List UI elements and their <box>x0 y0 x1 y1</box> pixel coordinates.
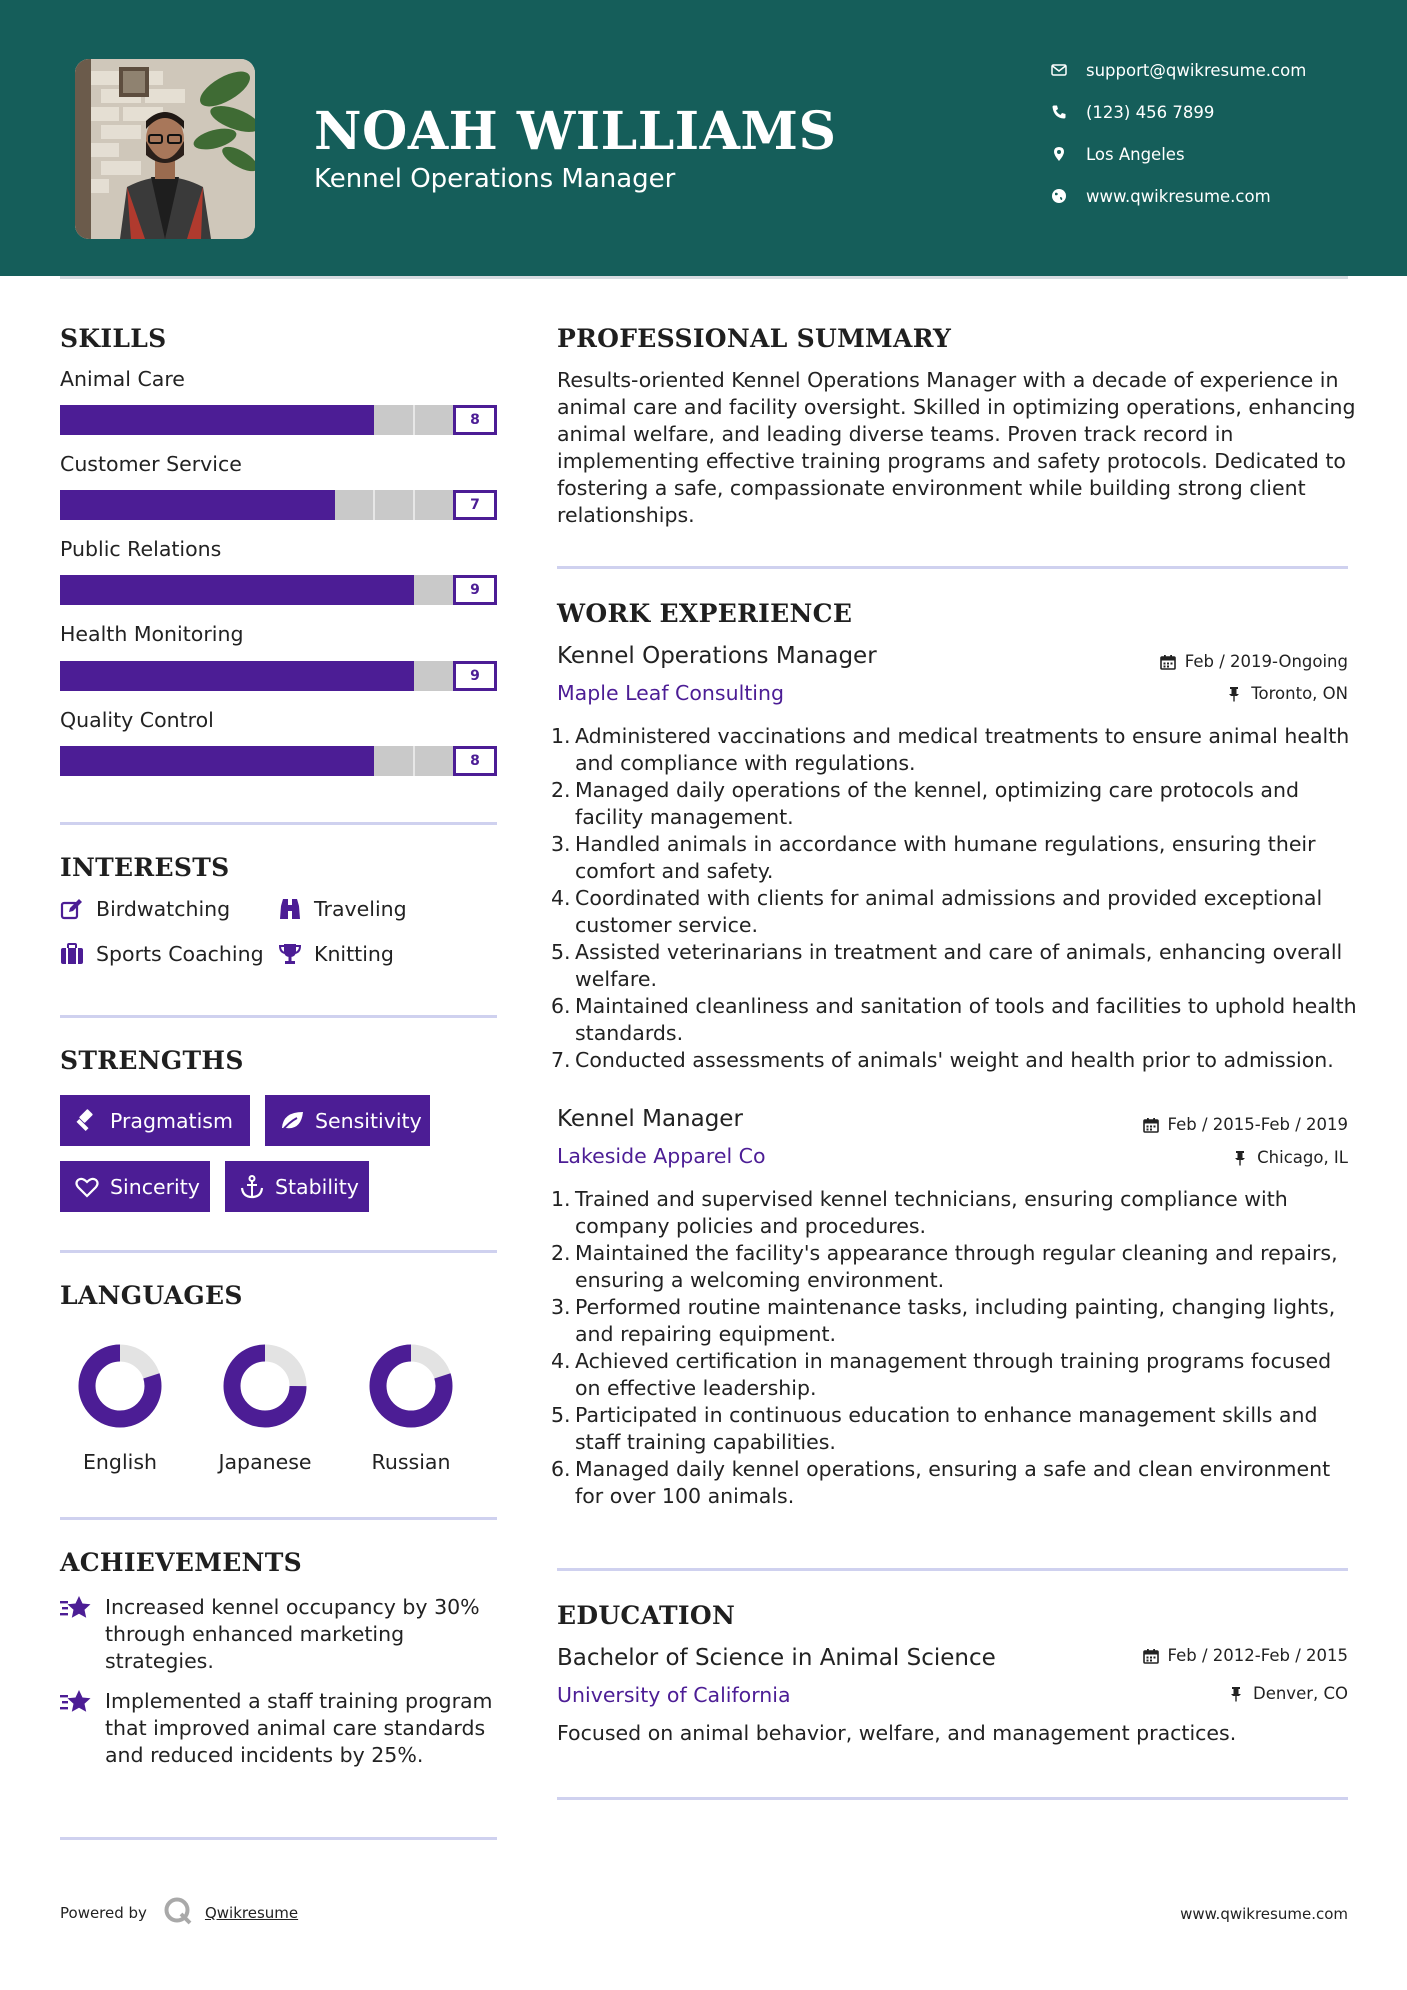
bullet-number: 1. <box>551 724 571 748</box>
strength-label: Sensitivity <box>315 1108 422 1133</box>
gavel-icon <box>74 1108 100 1134</box>
achievement-item <box>60 1688 500 1769</box>
interest-item <box>278 897 407 921</box>
summary-heading: PROFESSIONAL SUMMARY <box>557 324 952 353</box>
interest-label: Traveling <box>314 897 407 921</box>
summary-text: Results-oriented Kennel Operations Manager with a decade of experience in animal care and facility oversight. Skilled in optimizing operations, enhancing animal welfare, and leading diverse teams. Proven track record in implementing effective training programs and safety protocols. Dedicated to fostering a safe, compassionate environment while building strong client relationships. <box>557 368 1356 527</box>
strength-label: Stability <box>275 1174 359 1199</box>
contact-phone-text: (123) 456 7899 <box>1086 102 1215 122</box>
section-divider <box>557 1797 1348 1800</box>
language-label: Japanese <box>218 1450 312 1474</box>
bullet-text: Achieved certification in management through training programs focused on effective leadership. <box>575 1349 1332 1400</box>
skill-label: Health Monitoring <box>60 622 244 646</box>
interest-item <box>60 942 264 966</box>
contact-website-text: www.qwikresume.com <box>1086 186 1271 206</box>
pushpin-icon <box>1228 1686 1244 1702</box>
envelope-icon <box>1050 61 1068 79</box>
job-bullet <box>551 939 1357 993</box>
footer-url[interactable]: www.qwikresume.com <box>1180 1905 1348 1923</box>
bullet-text: Managed daily kennel operations, ensuring a safe and clean environment for over 100 animals. <box>575 1457 1331 1508</box>
job-bullet <box>551 1240 1357 1294</box>
skill-bar-segment <box>413 746 415 776</box>
anchor-icon <box>239 1174 265 1200</box>
job-bullet <box>551 1186 1357 1240</box>
skill-label: Animal Care <box>60 367 185 391</box>
job-bullets <box>551 723 1357 1074</box>
achievement-text: Implemented a staff training program that improved animal care standards and reduced incidents by 25%. <box>105 1689 493 1767</box>
skill-bar-segment <box>373 490 375 520</box>
job-title: Kennel Operations Manager <box>557 643 877 669</box>
profile-photo-image <box>75 59 255 239</box>
bullet-text: Administered vaccinations and medical treatments to ensure animal health and compliance with regulations. <box>575 724 1350 775</box>
job-bullet <box>551 831 1357 885</box>
language-donut <box>221 1342 309 1430</box>
globe-icon <box>1050 187 1068 205</box>
bullet-text: Coordinated with clients for animal admissions and provided exceptional customer service. <box>575 886 1323 937</box>
skill-bar <box>60 746 497 776</box>
calendar-icon <box>1143 1648 1159 1664</box>
job-bullet <box>551 1294 1357 1348</box>
bullet-number: 6. <box>551 1457 571 1481</box>
qwikresume-logo-icon <box>163 1896 193 1930</box>
education-location-text: Denver, CO <box>1252 1684 1348 1703</box>
job-date-text: Feb / 2015-Feb / 2019 <box>1167 1115 1348 1134</box>
bullet-number: 7. <box>551 1048 571 1072</box>
phone-icon <box>1050 103 1068 121</box>
star-icon <box>60 1592 92 1624</box>
achievements-heading: ACHIEVEMENTS <box>60 1548 302 1577</box>
job-location <box>1226 684 1348 703</box>
job-location <box>1232 1148 1348 1167</box>
contact-location-text: Los Angeles <box>1086 144 1185 164</box>
skill-bar-segment <box>413 405 415 435</box>
school-name: University of California <box>557 1683 791 1707</box>
job-title: Kennel Manager <box>557 1106 743 1132</box>
leaf-icon <box>279 1108 305 1134</box>
contact-website[interactable] <box>1050 181 1370 211</box>
strength-label: Sincerity <box>110 1174 200 1199</box>
skill-bar-fill <box>60 405 374 435</box>
skill-bar <box>60 661 497 691</box>
header-divider <box>60 276 1348 279</box>
education-description: Focused on animal behavior, welfare, and management practices. <box>557 1721 1237 1745</box>
strength-chip <box>60 1161 210 1212</box>
bullet-text: Managed daily operations of the kennel, optimizing care protocols and facility management. <box>575 778 1299 829</box>
bullet-number: 5. <box>551 940 571 964</box>
strength-chip <box>265 1095 430 1146</box>
map-pin-icon <box>1050 145 1068 163</box>
strength-chip <box>60 1095 250 1146</box>
footer-powered-by <box>60 1896 298 1930</box>
skill-bar-fill <box>60 575 414 605</box>
interest-item <box>60 897 230 921</box>
bullet-text: Maintained cleanliness and sanitation of tools and facilities to uphold health standards. <box>575 994 1357 1045</box>
skill-bar <box>60 575 497 605</box>
edit-icon <box>60 897 84 921</box>
skill-bar-fill <box>60 661 414 691</box>
calendar-icon <box>1143 1117 1159 1133</box>
job-bullets <box>551 1186 1357 1510</box>
job-location-text: Toronto, ON <box>1251 684 1348 703</box>
candidate-role: Kennel Operations Manager <box>314 164 676 194</box>
bullet-text: Conducted assessments of animals' weight and health prior to admission. <box>575 1048 1334 1072</box>
qwikresume-link[interactable]: Qwikresume <box>204 1904 299 1922</box>
interest-label: Sports Coaching <box>96 942 264 966</box>
strength-chip <box>225 1161 369 1212</box>
achievement-text: Increased kennel occupancy by 30% through enhanced marketing strategies. <box>105 1595 480 1673</box>
experience-heading: WORK EXPERIENCE <box>557 599 853 628</box>
languages-heading: LANGUAGES <box>60 1281 243 1310</box>
job-bullet <box>551 885 1357 939</box>
job-bullet <box>551 1348 1357 1402</box>
bullet-number: 4. <box>551 886 571 910</box>
pushpin-icon <box>1232 1150 1248 1166</box>
job-bullet <box>551 1047 1357 1074</box>
skill-score: 9 <box>453 661 497 691</box>
interest-item <box>278 942 394 966</box>
skill-label: Quality Control <box>60 708 214 732</box>
skill-bar <box>60 405 497 435</box>
education-date <box>1143 1646 1348 1665</box>
job-bullet <box>551 723 1357 777</box>
skill-score: 7 <box>453 490 497 520</box>
language-donut <box>76 1342 164 1430</box>
section-divider <box>60 1250 497 1253</box>
strengths-heading: STRENGTHS <box>60 1046 244 1075</box>
bullet-number: 3. <box>551 1295 571 1319</box>
skills-heading: SKILLS <box>60 324 167 353</box>
bullet-text: Handled animals in accordance with humane regulations, ensuring their comfort and safety. <box>575 832 1316 883</box>
skill-score: 9 <box>453 575 497 605</box>
company-name: Lakeside Apparel Co <box>557 1144 766 1168</box>
language-item <box>205 1342 325 1474</box>
profile-photo <box>75 59 255 239</box>
language-item <box>351 1342 471 1474</box>
interests-heading: INTERESTS <box>60 853 230 882</box>
bullet-number: 2. <box>551 1241 571 1265</box>
bullet-text: Participated in continuous education to enhance management skills and staff training capabilities. <box>575 1403 1318 1454</box>
bullet-text: Trained and supervised kennel technicians, ensuring compliance with company policies and procedures. <box>575 1187 1288 1238</box>
trophy-icon <box>278 942 302 966</box>
bullet-text: Assisted veterinarians in treatment and care of animals, enhancing overall welfare. <box>575 940 1343 991</box>
skill-score: 8 <box>453 405 497 435</box>
pushpin-icon <box>1226 686 1242 702</box>
achievement-item <box>60 1594 500 1675</box>
bullet-number: 3. <box>551 832 571 856</box>
job-bullet <box>551 777 1357 831</box>
contact-email-text: support@qwikresume.com <box>1086 60 1307 80</box>
job-date <box>1143 1115 1348 1134</box>
job-date-text: Feb / 2019-Ongoing <box>1184 652 1348 671</box>
skill-bar-segment <box>413 490 415 520</box>
skill-label: Customer Service <box>60 452 242 476</box>
language-donut <box>367 1342 455 1430</box>
section-divider <box>60 1837 497 1840</box>
bullet-number: 1. <box>551 1187 571 1211</box>
briefcase-icon <box>60 942 84 966</box>
section-divider <box>557 1568 1348 1571</box>
skill-score: 8 <box>453 746 497 776</box>
bullet-number: 4. <box>551 1349 571 1373</box>
skill-bar-fill <box>60 746 374 776</box>
job-bullet <box>551 993 1357 1047</box>
bullet-number: 6. <box>551 994 571 1018</box>
skill-bar <box>60 490 497 520</box>
section-divider <box>60 822 497 825</box>
skill-label: Public Relations <box>60 537 222 561</box>
job-bullet <box>551 1402 1357 1456</box>
education-heading: EDUCATION <box>557 1601 736 1630</box>
job-bullet <box>551 1456 1357 1510</box>
contact-phone[interactable] <box>1050 97 1370 127</box>
resume-header <box>0 0 1407 276</box>
degree-title: Bachelor of Science in Animal Science <box>557 1645 996 1671</box>
bullet-text: Performed routine maintenance tasks, including painting, changing lights, and repairing equipment. <box>575 1295 1336 1346</box>
bullet-number: 2. <box>551 778 571 802</box>
interest-label: Birdwatching <box>96 897 231 921</box>
language-label: Russian <box>371 1450 451 1474</box>
calendar-icon <box>1160 654 1176 670</box>
contact-email[interactable] <box>1050 55 1370 85</box>
job-date <box>1160 652 1348 671</box>
section-divider <box>60 1015 497 1018</box>
candidate-name: NOAH WILLIAMS <box>314 101 837 162</box>
strength-label: Pragmatism <box>110 1108 233 1133</box>
powered-by-text: Powered by <box>60 1904 147 1922</box>
contact-location <box>1050 139 1370 169</box>
binoculars-icon <box>278 897 302 921</box>
section-divider <box>557 566 1348 569</box>
education-location <box>1228 1684 1348 1703</box>
language-item <box>60 1342 180 1474</box>
heart-icon <box>74 1174 100 1200</box>
bullet-text: Maintained the facility's appearance through regular cleaning and repairs, ensuring a welcoming environment. <box>575 1241 1338 1292</box>
language-label: English <box>82 1450 158 1474</box>
bullet-number: 5. <box>551 1403 571 1427</box>
skill-bar-fill <box>60 490 335 520</box>
education-date-text: Feb / 2012-Feb / 2015 <box>1167 1646 1348 1665</box>
interest-label: Knitting <box>314 942 394 966</box>
job-location-text: Chicago, IL <box>1257 1148 1348 1167</box>
section-divider <box>60 1517 497 1520</box>
company-name: Maple Leaf Consulting <box>557 681 785 705</box>
star-icon <box>60 1686 92 1718</box>
